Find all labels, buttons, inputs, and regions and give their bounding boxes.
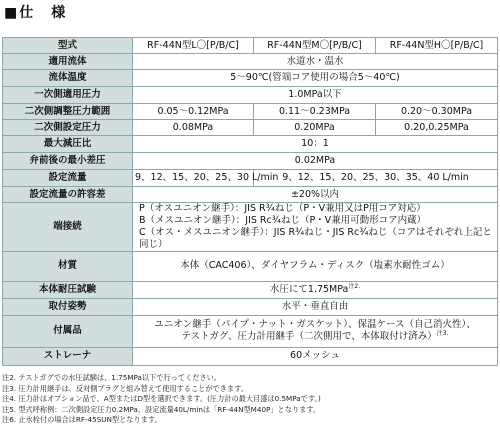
secondary-range-h: 0.20～0.30MPa [376,104,498,120]
value-orientation: 水平・垂直自由 [133,298,498,315]
label-temp: 流体温度 [3,70,133,87]
accessories-line-2 [135,330,495,343]
row-min-diff [3,153,498,170]
model-h: RF-44N型H〇[P/B/C] [376,38,498,54]
footnote: 注2. テストガグでの水圧試験は、1.75MPa以下で行ってください。 [2,373,221,382]
secondary-set-h: 0.20,0.25MPa [376,120,498,136]
label-fluid: 適用流体 [3,54,133,70]
row-flow [3,170,498,187]
footnote: 注4. 圧力計はオプション品で、A型またはD型を選択できます。(圧力計の最大目盛は0.5MPaです。) [2,394,321,404]
row-material [3,251,498,281]
label-primary-pressure: 一次側適用圧力 [3,87,133,104]
row-flow-tolerance [3,187,498,203]
label-orientation: 取付姿勢 [3,298,133,315]
footnotes [2,373,498,426]
row-orientation [3,298,498,315]
row-secondary-set [3,120,498,136]
pressure-test-note: 注2. [348,282,361,290]
value-temp: 5～90℃(管端コア使用の場合5～40℃) [133,70,498,87]
label-material: 材質 [3,251,133,281]
row-accessories [3,315,498,347]
connection-line-p: P（オスユニオン継手）：JIS R¾ねじ（P・V兼用又はP用コア対応） [139,203,426,214]
label-secondary-set: 二次側設定圧力 [3,120,133,136]
connection-line-b: B（メスユニオン継手）：JIS Rc¾ねじ（P・V兼用可動形コア内蔵） [139,214,427,226]
row-secondary-range [3,104,498,120]
row-connection [3,203,498,252]
value-min-diff: 0.02MPa [133,153,498,170]
model-m: RF-44N型M〇[P/B/C] [254,38,376,54]
pressure-test-text: 水圧にて1.75MPa [269,284,349,296]
accessories-line-2-text: テストガグ、圧力計用継手（二次側用で、本体取付け済み） [181,331,437,343]
secondary-set-m: 0.20MPa [254,120,376,136]
spec-table [2,37,498,366]
label-flow-tolerance: 設定流量の許容差 [3,187,133,203]
value-reduction-ratio: 10：1 [133,136,498,153]
row-temp [3,70,498,87]
model-l: RF-44N型L〇[P/B/C] [133,38,254,54]
secondary-range-l: 0.05～0.12MPa [133,104,254,120]
footnote: 注3. 圧力計用継手は、反対側プラグと組み替えて使用することができます。 [2,383,248,393]
row-pressure-test [3,281,498,298]
secondary-range-m: 0.11～0.23MPa [254,104,376,120]
value-strainer: 60メッシュ [133,347,498,365]
secondary-set-l: 0.08MPa [133,120,254,136]
footnote: 注6. 止水栓付の場合はRF-45SUN型となります。 [2,415,162,425]
label-secondary-range: 二次側調整圧力範囲 [3,104,133,120]
accessories-note: 注3. [436,330,449,338]
value-connection [133,203,498,252]
flow-l: 9、12、15、20、25、30 L/min [133,170,254,187]
connection-line-c: C（オス・メスユニオン継手）：JIS R¾ねじ・JIS Rc¾ねじ（コアはそれぞれ上記と同じ） [139,226,492,250]
value-accessories [133,315,498,347]
label-model: 型式 [3,38,133,54]
flow-mh: 9、12、15、20、25、30、35、40 L/min [254,170,498,187]
row-strainer [3,347,498,365]
footnote: 注5. 型式呼称例：二次側設定圧力0.2MPa、設定流量40L/minは「RF-44N型M40P」となります。 [2,404,321,414]
value-fluid: 水道水・温水 [133,54,498,70]
spec-section-title: ■仕 様 [4,5,68,21]
row-model [3,38,498,54]
label-flow: 設定流量 [3,170,133,187]
value-primary-pressure: 1.0MPa以下 [133,87,498,104]
accessories-line-1: ユニオン継手（パイプ・ナット・ガスケット）、保温ケース（自己消火性）、 [154,318,476,330]
value-material: 本体（CAC406）、ダイヤフラム・ディスク（塩素水耐性ゴム） [133,251,498,281]
label-reduction-ratio: 最大減圧比 [3,136,133,153]
value-flow-tolerance: ±20%以内 [133,187,498,203]
row-primary-pressure [3,87,498,104]
label-pressure-test: 本体耐圧試験 [3,281,133,298]
label-min-diff: 弁前後の最小差圧 [3,153,133,170]
label-accessories: 付属品 [3,315,133,347]
row-fluid [3,54,498,70]
label-connection: 端接続 [3,203,133,252]
value-pressure-test [133,281,498,298]
row-reduction-ratio [3,136,498,153]
label-strainer: ストレーナ [3,347,133,365]
